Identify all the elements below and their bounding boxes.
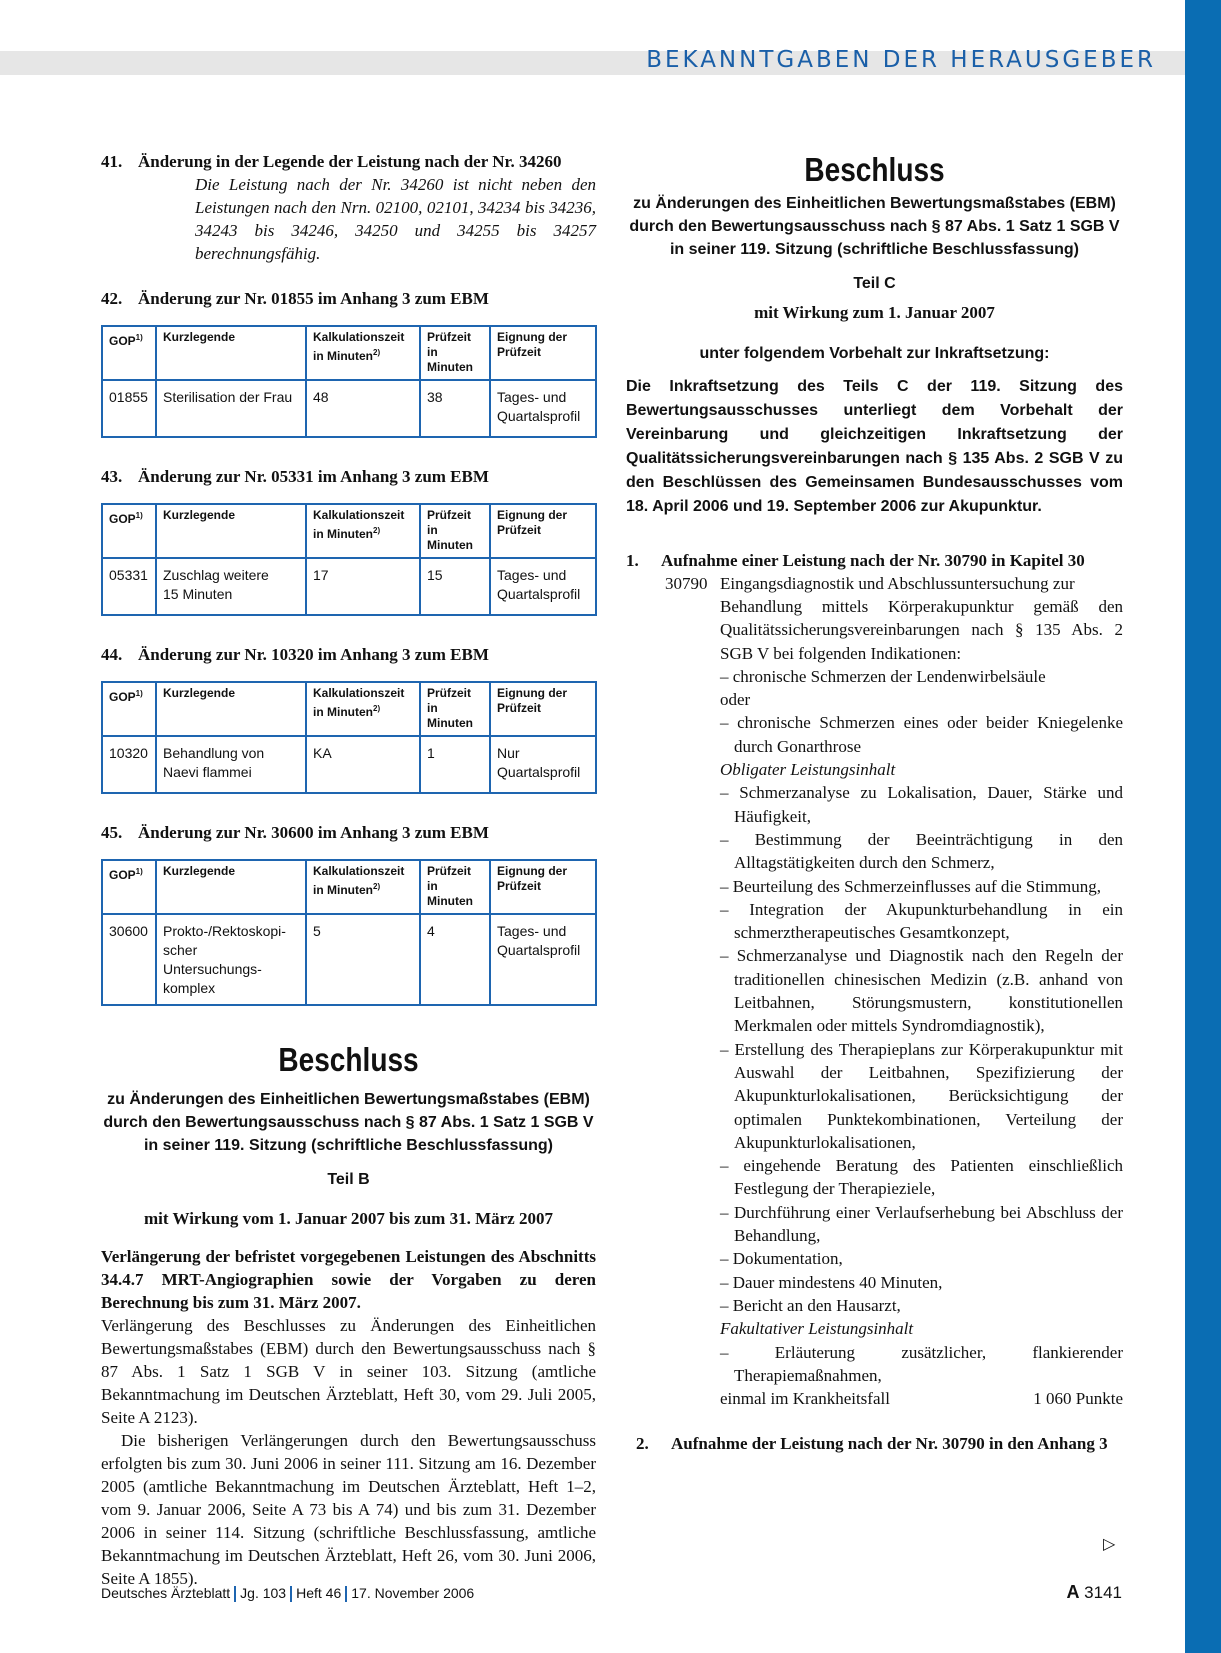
table-05331: GOP$^{1)}$ Kurzlegende Kalkulationszeit in Minuten$^{2)}$ Prüfzeit in Minuten Eignung der Prüfzeit 05331 Zuschlag weitere 15 Minuten 17 15 Tages- und Quartalsprofil bbox=[101, 503, 597, 616]
verlaengerung-para-2: Die bisherigen Verlängerungen durch den Bewertungsausschuss erfolgten bis zum 30. Juni 2006 in seiner 111. Sitzung am 16. Dezember 2005 (amtliche Bekanntmachung im Deutschen Ärzteblatt, Heft 1–2, vom 9. Januar 2006, Seite A 73 bis A 74) und bis zum 31. Dezember 2006 in seiner 114. Sitzung (schriftliche Beschlussfassung, amtliche Bekanntmachung im Deutschen Ärzteblatt, Heft 26, vom 30. Juni 2006, Seite A 1855). bbox=[101, 1431, 596, 1588]
wirkung-c-text: mit Wirkung zum 1. Januar 2007 bbox=[754, 303, 995, 322]
footer-citation: Deutsches Ärzteblatt Jg. 103 Heft 46 17. November 2006 bbox=[101, 1585, 475, 1601]
beschluss-c-subtitle-2: durch den Bewertungsausschuss nach § 87 Abs. 1 Satz 1 SGB V bbox=[629, 218, 1120, 235]
section-41-heading: 41. Änderung in der Legende der Leistung nach der Nr. 34260 bbox=[101, 152, 562, 171]
beschluss-b-subtitle-3: in seiner 119. Sitzung (schriftliche Beschlussfassung) bbox=[143, 1137, 553, 1154]
table-row: 30600 Prokto-/Rektoskopi- scher Untersuchungs- komplex 5 4 Tages- und Quartalsprofil bbox=[102, 914, 596, 1005]
section-2-heading: 2. Aufnahme der Leistung nach der Nr. 30790 in den Anhang 3 bbox=[636, 1434, 1108, 1454]
beschluss-b-subtitle-2: durch den Bewertungsausschuss nach § 87 Abs. 1 Satz 1 SGB V bbox=[103, 1114, 594, 1131]
beschluss-c-title: Beschluss bbox=[804, 151, 945, 188]
table-row: 10320 Behandlung von Naevi flammei KA 1 Nur Quartalsprofil bbox=[102, 736, 596, 793]
points-value: 1 060 Punkte bbox=[1033, 1389, 1123, 1409]
wirkung-b-text: mit Wirkung vom 1. Januar 2007 bis zum 31. März 2007 bbox=[144, 1209, 553, 1228]
left-column bbox=[101, 150, 596, 1590]
right-column bbox=[626, 150, 1123, 1455]
section-header-title: BEKANNTGABEN DER HERAUSGEBER bbox=[646, 47, 1156, 73]
table-row: 05331 Zuschlag weitere 15 Minuten 17 15 Tages- und Quartalsprofil bbox=[102, 558, 596, 615]
beschluss-c-subtitle-3: in seiner 119. Sitzung (schriftliche Beschlussfassung) bbox=[669, 241, 1079, 258]
continue-arrow-icon: ▷ bbox=[1103, 1536, 1116, 1553]
section-41-body: Die Leistung nach der Nr. 34260 ist nicht neben den Leistungen nach den Nrn. 02100, 02101, 34234 bis 34236, 34243 bis 34246, 34250 und 34255 bis 34257 berechnungsfähig. bbox=[195, 175, 596, 263]
table-30600: GOP$^{1)}$ Kurzlegende Kalkulationszeit in Minuten$^{2)}$ Prüfzeit in Minuten Eignung der Prüfzeit 30600 Prokto-/Rektoskopi- scher Untersuchungs- komplex 5 4 Tages- und Quartalsprofil bbox=[101, 859, 597, 1006]
teil-c-label: Teil C bbox=[853, 275, 896, 292]
beschluss-b-subtitle-1: zu Änderungen des Einheitlichen Bewertungsmaßstabes (EBM) bbox=[107, 1091, 590, 1108]
section-44-heading: 44. Änderung zur Nr. 10320 im Anhang 3 zum EBM bbox=[101, 645, 489, 664]
page-number: A 3141 bbox=[1066, 1582, 1122, 1602]
verlaengerung-para-1: Verlängerung des Beschlusses zu Änderungen des Einheitlichen Bewertungsmaßstabes (EBM) durch den Bewertungsausschuss nach § 87 Abs. 1 Satz 1 SGB V in seiner 103. Sitzung (amtliche Bekanntmachung im Deutschen Ärzteblatt, Heft 30, vom 29. Juli 2005, Seite A 2123). bbox=[101, 1316, 596, 1427]
gop-30790-description: Behandlung mittels Körperakupunktur gemäß den Qualitätssicherungsvereinbarungen nach § 135 Abs. 2 SGB V bei folgenden Indikationen: – chronische Schmerzen der Lendenwirbelsäule oder – chronische Schmerzen eines oder beider Kniegelenke durch Gonarthrose Obligater Leistungsinhalt – Schmerzanalyse zu Lokalisation, Dauer, Stärke und Häufigkeit, – Bestimmung der Beeinträchtigung in den Alltagstätigkeiten durch den Schmerz, – Beurteilung des Schmerzeinflusses auf die Stimmung, – Integration der Akupunkturbehandlung in ein schmerztherapeutisches Gesamtkonzept, – Schmerzanalyse und Diagnostik nach den Regeln der traditionellen chinesischen Medizin (z.B. anhand von Leitbahnen, Störungsmustern, konstitutionellen Merkmalen oder mittels Syndromdiagnostik), – Erstellung des Therapieplans zur Körperakupunktur mit Auswahl der Leitbahnen, Spezifizierung der Akupunkturlokalisationen, Berücksichtigung der optimalen Punktekombinationen, Verteilung der Akupunkturlokalisationen, – eingehende Beratung des Patienten einschließlich Festlegung der Therapieziele, – Durchführung einer Verlaufserhebung bei Abschluss der Behandlung, – Dokumentation, – Dauer mindestens 40 Minuten, – Bericht an den Hausarzt, Fakultativer Leistungsinhalt – Erläuterung zusätzlicher, flankierender Therapiemaßnahmen, einmal im Krankheitsfall 1 060 Punkte bbox=[720, 595, 1123, 1410]
table-row: 01855 Sterilisation der Frau 48 38 Tages- und Quartalsprofil bbox=[102, 380, 596, 437]
vorbehalt-text: Die Inkraftsetzung des Teils C der 119. Sitzung des Bewertungsausschusses unterliegt dem Vorbehalt der Vereinbarung und gleichzeitigen Inkraftsetzung der Qualitätssicherungsvereinbarungen nach § 135 Abs. 2 SGB V zu den Beschlüssen des Gemeinsamen Bundesausschusses vom 18. April 2006 und 19. September 2006 zur Akupunktur. bbox=[626, 378, 1123, 515]
beschluss-b-title: Beschluss bbox=[278, 1041, 419, 1078]
section-1-heading: 1. Aufnahme einer Leistung nach der Nr. 30790 in Kapitel 30 bbox=[626, 551, 1085, 570]
section-42-heading: 42. Änderung zur Nr. 01855 im Anhang 3 zum EBM bbox=[101, 289, 489, 308]
teil-b-label: Teil B bbox=[327, 1171, 370, 1188]
side-accent-bar bbox=[1185, 0, 1221, 1653]
points-row: einmal im Krankheitsfall 1 060 Punkte bbox=[720, 1387, 1123, 1410]
table-01855: GOP$^{1)}$ Kurzlegende Kalkulationszeit in Minuten$^{2)}$ Prüfzeit in Minuten Eignung der Prüfzeit 01855 Sterilisation der Frau 48 38 Tages- und Quartalsprofil bbox=[101, 325, 597, 438]
beschluss-c-subtitle-1: zu Änderungen des Einheitlichen Bewertungsmaßstabes (EBM) bbox=[633, 195, 1116, 212]
table-10320: GOP$^{1)}$ Kurzlegende Kalkulationszeit in Minuten$^{2)}$ Prüfzeit in Minuten Eignung der Prüfzeit 10320 Behandlung von Naevi flammei KA 1 Nur Quartalsprofil bbox=[101, 681, 597, 794]
section-43-heading: 43. Änderung zur Nr. 05331 im Anhang 3 zum EBM bbox=[101, 467, 489, 486]
vorbehalt-heading: unter folgendem Vorbehalt zur Inkraftsetzung: bbox=[699, 345, 1050, 362]
verlaengerung-heading: Verlängerung der befristet vorgegebenen Leistungen des Abschnitts 34.4.7 MRT-Angiographien sowie der Vorgaben zu deren Berechnung bis zum 31. März 2007. bbox=[101, 1247, 596, 1312]
gop-30790-line: 30790 Eingangsdiagnostik und Abschlussuntersuchung zur bbox=[665, 574, 1075, 593]
section-45-heading: 45. Änderung zur Nr. 30600 im Anhang 3 zum EBM bbox=[101, 823, 489, 842]
